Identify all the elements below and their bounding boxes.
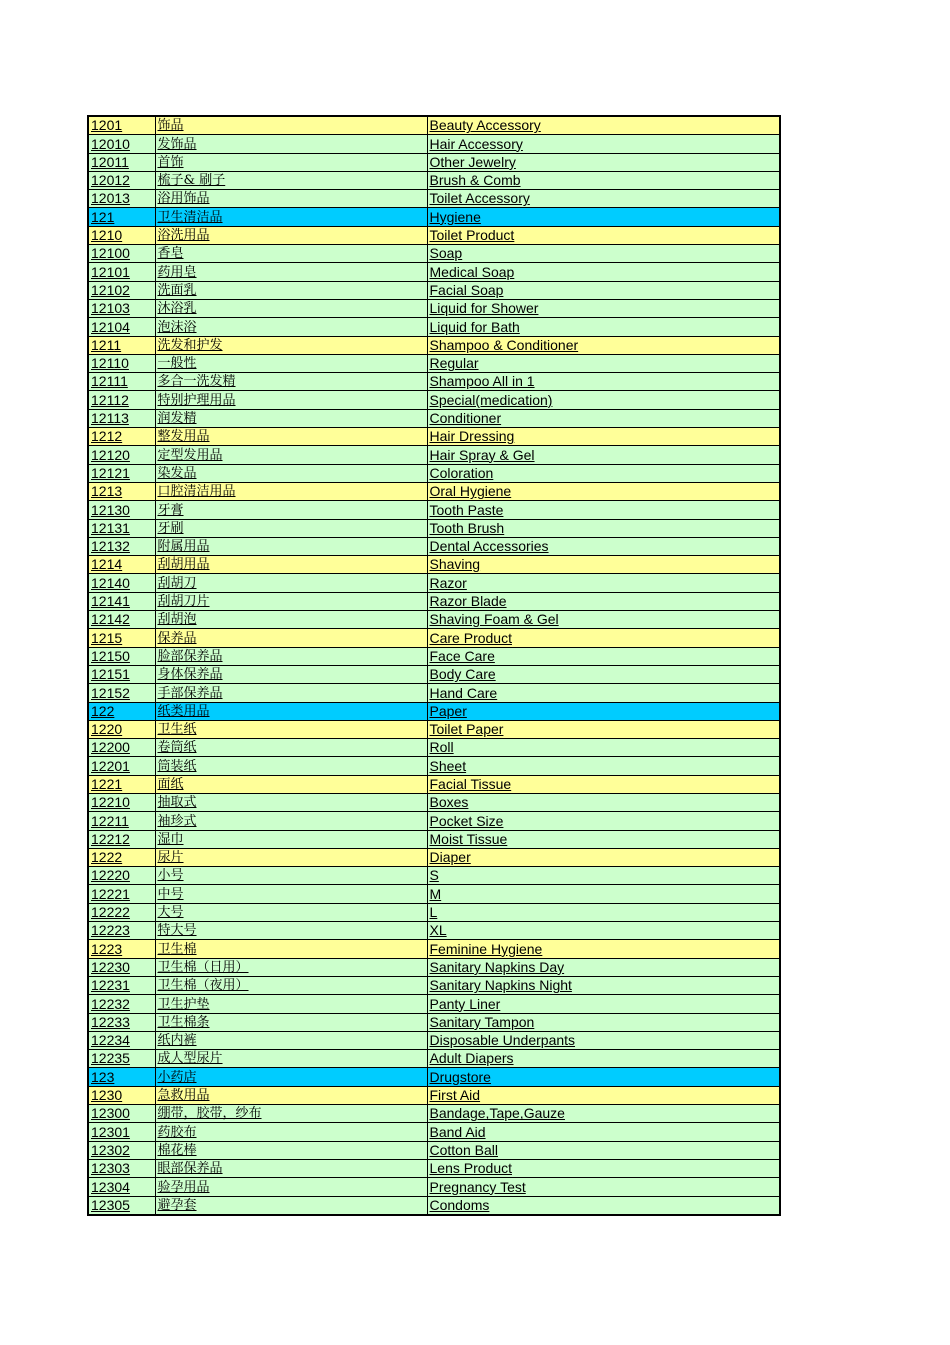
english-name-cell[interactable]: Sanitary Napkins Night <box>427 976 780 994</box>
chinese-name-cell[interactable]: 一般性 <box>155 354 427 372</box>
table-row <box>88 281 780 299</box>
table-row <box>88 190 780 208</box>
chinese-name-cell[interactable]: 小药店 <box>155 1068 427 1086</box>
table-row <box>88 647 780 665</box>
chinese-name-cell[interactable]: 成人型尿片 <box>155 1050 427 1068</box>
chinese-name-cell[interactable]: 牙膏 <box>155 501 427 519</box>
english-name-cell[interactable]: Hygiene <box>427 208 780 226</box>
chinese-name-cell[interactable]: 刮胡泡 <box>155 611 427 629</box>
code-cell[interactable]: 12234 <box>88 1031 155 1049</box>
code-cell[interactable]: 12113 <box>88 409 155 427</box>
code-cell[interactable]: 12223 <box>88 922 155 940</box>
table-row <box>88 391 780 409</box>
table-row <box>88 464 780 482</box>
english-name-cell[interactable]: Shampoo All in 1 <box>427 373 780 391</box>
chinese-name-cell[interactable]: 筒装纸 <box>155 757 427 775</box>
chinese-name-cell[interactable]: 卫生棉条 <box>155 1013 427 1031</box>
code-cell[interactable]: 12222 <box>88 903 155 921</box>
code-cell[interactable]: 12102 <box>88 281 155 299</box>
code-cell[interactable]: 12201 <box>88 757 155 775</box>
code-cell[interactable]: 12304 <box>88 1178 155 1196</box>
chinese-name-cell[interactable]: 卫生棉 <box>155 940 427 958</box>
chinese-name-cell[interactable]: 脸部保养品 <box>155 647 427 665</box>
category-table <box>87 115 781 1216</box>
chinese-name-cell[interactable]: 沐浴乳 <box>155 299 427 317</box>
english-name-cell[interactable]: Paper <box>427 702 780 720</box>
code-cell[interactable]: 12100 <box>88 245 155 263</box>
table-row <box>88 757 780 775</box>
chinese-name-cell[interactable]: 卫生棉（日用） <box>155 958 427 976</box>
table-row <box>88 482 780 500</box>
code-cell[interactable]: 12302 <box>88 1141 155 1159</box>
english-name-cell[interactable]: Soap <box>427 245 780 263</box>
table-row <box>88 812 780 830</box>
table-row <box>88 1196 780 1215</box>
code-cell[interactable]: 12010 <box>88 135 155 153</box>
code-cell[interactable]: 12120 <box>88 446 155 464</box>
code-cell[interactable]: 122 <box>88 702 155 720</box>
english-name-cell[interactable]: Conditioner <box>427 409 780 427</box>
english-name-cell[interactable]: L <box>427 903 780 921</box>
chinese-name-cell[interactable]: 染发品 <box>155 464 427 482</box>
chinese-name-cell[interactable]: 整发用品 <box>155 428 427 446</box>
table-row <box>88 519 780 537</box>
table-row <box>88 1086 780 1104</box>
table-row <box>88 409 780 427</box>
code-cell[interactable]: 12231 <box>88 976 155 994</box>
chinese-name-cell[interactable]: 首饰 <box>155 153 427 171</box>
table-row <box>88 848 780 866</box>
table-row <box>88 299 780 317</box>
english-name-cell[interactable]: Oral Hygiene <box>427 482 780 500</box>
table-row <box>88 702 780 720</box>
code-cell[interactable]: 1213 <box>88 482 155 500</box>
code-cell[interactable]: 12111 <box>88 373 155 391</box>
code-cell[interactable]: 12300 <box>88 1105 155 1123</box>
english-name-cell[interactable]: Tooth Paste <box>427 501 780 519</box>
english-name-cell[interactable]: Face Care <box>427 647 780 665</box>
table-row <box>88 116 780 135</box>
chinese-name-cell[interactable]: 湿巾 <box>155 830 427 848</box>
chinese-name-cell[interactable]: 药胶布 <box>155 1123 427 1141</box>
table-row <box>88 153 780 171</box>
english-name-cell[interactable]: Condoms <box>427 1196 780 1215</box>
code-cell[interactable]: 12142 <box>88 611 155 629</box>
table-row <box>88 318 780 336</box>
code-cell[interactable]: 1230 <box>88 1086 155 1104</box>
chinese-name-cell[interactable]: 刮胡刀片 <box>155 592 427 610</box>
english-name-cell[interactable]: Liquid for Shower <box>427 299 780 317</box>
code-cell[interactable]: 12150 <box>88 647 155 665</box>
code-cell[interactable]: 1211 <box>88 336 155 354</box>
table-row <box>88 537 780 555</box>
english-name-cell[interactable]: Sheet <box>427 757 780 775</box>
table-row <box>88 1159 780 1177</box>
table-row <box>88 208 780 226</box>
table-row <box>88 1013 780 1031</box>
table-row <box>88 665 780 683</box>
chinese-name-cell[interactable]: 定型发用品 <box>155 446 427 464</box>
english-name-cell[interactable]: Sanitary Tampon <box>427 1013 780 1031</box>
table-row <box>88 245 780 263</box>
english-name-cell[interactable]: Brush & Comb <box>427 171 780 189</box>
chinese-name-cell[interactable]: 润发精 <box>155 409 427 427</box>
chinese-name-cell[interactable]: 尿片 <box>155 848 427 866</box>
chinese-name-cell[interactable]: 袖珍式 <box>155 812 427 830</box>
english-name-cell[interactable]: Razor <box>427 574 780 592</box>
english-name-cell[interactable]: Shaving Foam & Gel <box>427 611 780 629</box>
english-name-cell[interactable]: Band Aid <box>427 1123 780 1141</box>
code-cell[interactable]: 123 <box>88 1068 155 1086</box>
chinese-name-cell[interactable]: 急救用品 <box>155 1086 427 1104</box>
table-row <box>88 1050 780 1068</box>
table-row <box>88 830 780 848</box>
chinese-name-cell[interactable]: 刮胡刀 <box>155 574 427 592</box>
chinese-name-cell[interactable]: 浴洗用品 <box>155 226 427 244</box>
english-name-cell[interactable]: Liquid for Bath <box>427 318 780 336</box>
table-row <box>88 446 780 464</box>
chinese-name-cell[interactable]: 洗面乳 <box>155 281 427 299</box>
code-cell[interactable]: 12013 <box>88 190 155 208</box>
english-name-cell[interactable]: Pregnancy Test <box>427 1178 780 1196</box>
chinese-name-cell[interactable]: 香皂 <box>155 245 427 263</box>
code-cell[interactable]: 12112 <box>88 391 155 409</box>
table-row <box>88 922 780 940</box>
english-name-cell[interactable]: Body Care <box>427 665 780 683</box>
table-row <box>88 1105 780 1123</box>
chinese-name-cell[interactable]: 洗发和护发 <box>155 336 427 354</box>
chinese-name-cell[interactable]: 保养品 <box>155 629 427 647</box>
chinese-name-cell[interactable]: 牙刷 <box>155 519 427 537</box>
english-name-cell[interactable]: XL <box>427 922 780 940</box>
english-name-cell[interactable]: Adult Diapers <box>427 1050 780 1068</box>
chinese-name-cell[interactable]: 卫生护垫 <box>155 995 427 1013</box>
english-name-cell[interactable]: Facial Soap <box>427 281 780 299</box>
chinese-name-cell[interactable]: 眼部保养品 <box>155 1159 427 1177</box>
chinese-name-cell[interactable]: 避孕套 <box>155 1196 427 1215</box>
chinese-name-cell[interactable]: 小号 <box>155 867 427 885</box>
chinese-name-cell[interactable]: 身体保养品 <box>155 665 427 683</box>
table-row <box>88 592 780 610</box>
code-cell[interactable]: 12152 <box>88 684 155 702</box>
code-cell[interactable]: 12101 <box>88 263 155 281</box>
english-name-cell[interactable]: Razor Blade <box>427 592 780 610</box>
code-cell[interactable]: 12110 <box>88 354 155 372</box>
code-cell[interactable]: 1212 <box>88 428 155 446</box>
chinese-name-cell[interactable]: 梳子& 刷子 <box>155 171 427 189</box>
code-cell[interactable]: 12211 <box>88 812 155 830</box>
code-cell[interactable]: 12132 <box>88 537 155 555</box>
code-cell[interactable]: 12104 <box>88 318 155 336</box>
code-cell[interactable]: 12220 <box>88 867 155 885</box>
english-name-cell[interactable]: Cotton Ball <box>427 1141 780 1159</box>
english-name-cell[interactable]: Toilet Accessory <box>427 190 780 208</box>
english-name-cell[interactable]: Drugstore <box>427 1068 780 1086</box>
code-cell[interactable]: 12012 <box>88 171 155 189</box>
chinese-name-cell[interactable]: 口腔清洁用品 <box>155 482 427 500</box>
english-name-cell[interactable]: Disposable Underpants <box>427 1031 780 1049</box>
code-cell[interactable]: 12103 <box>88 299 155 317</box>
code-cell[interactable]: 12305 <box>88 1196 155 1215</box>
table-row <box>88 940 780 958</box>
english-name-cell[interactable]: M <box>427 885 780 903</box>
table-row <box>88 775 780 793</box>
code-cell[interactable]: 12235 <box>88 1050 155 1068</box>
english-name-cell[interactable]: Shaving <box>427 556 780 574</box>
code-cell[interactable]: 12140 <box>88 574 155 592</box>
english-name-cell[interactable]: Care Product <box>427 629 780 647</box>
table-row <box>88 263 780 281</box>
code-cell[interactable]: 121 <box>88 208 155 226</box>
english-name-cell[interactable]: Beauty Accessory <box>427 116 780 135</box>
english-name-cell[interactable]: Sanitary Napkins Day <box>427 958 780 976</box>
chinese-name-cell[interactable]: 刮胡用品 <box>155 556 427 574</box>
table-row <box>88 226 780 244</box>
english-name-cell[interactable]: Pocket Size <box>427 812 780 830</box>
chinese-name-cell[interactable]: 多合一洗发精 <box>155 373 427 391</box>
table-row <box>88 373 780 391</box>
chinese-name-cell[interactable]: 抽取式 <box>155 793 427 811</box>
table-row <box>88 1141 780 1159</box>
chinese-name-cell[interactable]: 泡沫浴 <box>155 318 427 336</box>
code-cell[interactable]: 1222 <box>88 848 155 866</box>
code-cell[interactable]: 1221 <box>88 775 155 793</box>
table-row <box>88 1068 780 1086</box>
table-row <box>88 720 780 738</box>
english-name-cell[interactable]: Other Jewelry <box>427 153 780 171</box>
code-cell[interactable]: 12011 <box>88 153 155 171</box>
table-row <box>88 867 780 885</box>
chinese-name-cell[interactable]: 浴用饰品 <box>155 190 427 208</box>
chinese-name-cell[interactable]: 验孕用品 <box>155 1178 427 1196</box>
code-cell[interactable]: 1223 <box>88 940 155 958</box>
english-name-cell[interactable]: Shampoo & Conditioner <box>427 336 780 354</box>
english-name-cell[interactable]: Boxes <box>427 793 780 811</box>
code-cell[interactable]: 12221 <box>88 885 155 903</box>
chinese-name-cell[interactable]: 卷筒纸 <box>155 739 427 757</box>
english-name-cell[interactable]: Facial Tissue <box>427 775 780 793</box>
code-cell[interactable]: 12210 <box>88 793 155 811</box>
english-name-cell[interactable]: Roll <box>427 739 780 757</box>
english-name-cell[interactable]: Coloration <box>427 464 780 482</box>
code-cell[interactable]: 12230 <box>88 958 155 976</box>
category-table-body <box>88 116 780 1215</box>
table-row <box>88 629 780 647</box>
chinese-name-cell[interactable]: 中号 <box>155 885 427 903</box>
chinese-name-cell[interactable]: 特别护理用品 <box>155 391 427 409</box>
table-row <box>88 501 780 519</box>
code-cell[interactable]: 12232 <box>88 995 155 1013</box>
chinese-name-cell[interactable]: 药用皂 <box>155 263 427 281</box>
table-row <box>88 995 780 1013</box>
chinese-name-cell[interactable]: 饰品 <box>155 116 427 135</box>
table-row <box>88 684 780 702</box>
english-name-cell[interactable]: Toilet Product <box>427 226 780 244</box>
code-cell[interactable]: 12303 <box>88 1159 155 1177</box>
table-row <box>88 1031 780 1049</box>
table-row <box>88 885 780 903</box>
table-row <box>88 556 780 574</box>
english-name-cell[interactable]: Diaper <box>427 848 780 866</box>
chinese-name-cell[interactable]: 附属用品 <box>155 537 427 555</box>
table-row <box>88 135 780 153</box>
code-cell[interactable]: 1210 <box>88 226 155 244</box>
chinese-name-cell[interactable]: 棉花棒 <box>155 1141 427 1159</box>
code-cell[interactable]: 12233 <box>88 1013 155 1031</box>
table-row <box>88 958 780 976</box>
chinese-name-cell[interactable]: 纸内裤 <box>155 1031 427 1049</box>
chinese-name-cell[interactable]: 大号 <box>155 903 427 921</box>
table-row <box>88 903 780 921</box>
english-name-cell[interactable]: Hair Spray & Gel <box>427 446 780 464</box>
chinese-name-cell[interactable]: 特大号 <box>155 922 427 940</box>
chinese-name-cell[interactable]: 卫生纸 <box>155 720 427 738</box>
chinese-name-cell[interactable]: 手部保养品 <box>155 684 427 702</box>
chinese-name-cell[interactable]: 卫生棉（夜用） <box>155 976 427 994</box>
code-cell[interactable]: 1201 <box>88 116 155 135</box>
english-name-cell[interactable]: Tooth Brush <box>427 519 780 537</box>
chinese-name-cell[interactable]: 发饰品 <box>155 135 427 153</box>
english-name-cell[interactable]: S <box>427 867 780 885</box>
english-name-cell[interactable]: Medical Soap <box>427 263 780 281</box>
code-cell[interactable]: 12200 <box>88 739 155 757</box>
table-row <box>88 574 780 592</box>
chinese-name-cell[interactable]: 绷带，胶带，纱布 <box>155 1105 427 1123</box>
chinese-name-cell[interactable]: 面纸 <box>155 775 427 793</box>
table-row <box>88 336 780 354</box>
english-name-cell[interactable]: Toilet Paper <box>427 720 780 738</box>
table-row <box>88 171 780 189</box>
table-row <box>88 793 780 811</box>
code-cell[interactable]: 1220 <box>88 720 155 738</box>
code-cell[interactable]: 12151 <box>88 665 155 683</box>
english-name-cell[interactable]: Hair Dressing <box>427 428 780 446</box>
chinese-name-cell[interactable]: 卫生清洁品 <box>155 208 427 226</box>
code-cell[interactable]: 1214 <box>88 556 155 574</box>
english-name-cell[interactable]: Regular <box>427 354 780 372</box>
english-name-cell[interactable]: Bandage,Tape,Gauze <box>427 1105 780 1123</box>
table-row <box>88 611 780 629</box>
english-name-cell[interactable]: Panty Liner <box>427 995 780 1013</box>
english-name-cell[interactable]: Hand Care <box>427 684 780 702</box>
english-name-cell[interactable]: Special(medication) <box>427 391 780 409</box>
table-row <box>88 1123 780 1141</box>
english-name-cell[interactable]: Hair Accessory <box>427 135 780 153</box>
code-cell[interactable]: 12121 <box>88 464 155 482</box>
english-name-cell[interactable]: Dental Accessories <box>427 537 780 555</box>
english-name-cell[interactable]: Moist Tissue <box>427 830 780 848</box>
table-row <box>88 1178 780 1196</box>
table-row <box>88 428 780 446</box>
chinese-name-cell[interactable]: 纸类用品 <box>155 702 427 720</box>
code-cell[interactable]: 1215 <box>88 629 155 647</box>
code-cell[interactable]: 12131 <box>88 519 155 537</box>
code-cell[interactable]: 12141 <box>88 592 155 610</box>
code-cell[interactable]: 12130 <box>88 501 155 519</box>
english-name-cell[interactable]: Feminine Hygiene <box>427 940 780 958</box>
table-row <box>88 354 780 372</box>
english-name-cell[interactable]: Lens Product <box>427 1159 780 1177</box>
english-name-cell[interactable]: First Aid <box>427 1086 780 1104</box>
code-cell[interactable]: 12301 <box>88 1123 155 1141</box>
table-row <box>88 976 780 994</box>
table-row <box>88 739 780 757</box>
code-cell[interactable]: 12212 <box>88 830 155 848</box>
